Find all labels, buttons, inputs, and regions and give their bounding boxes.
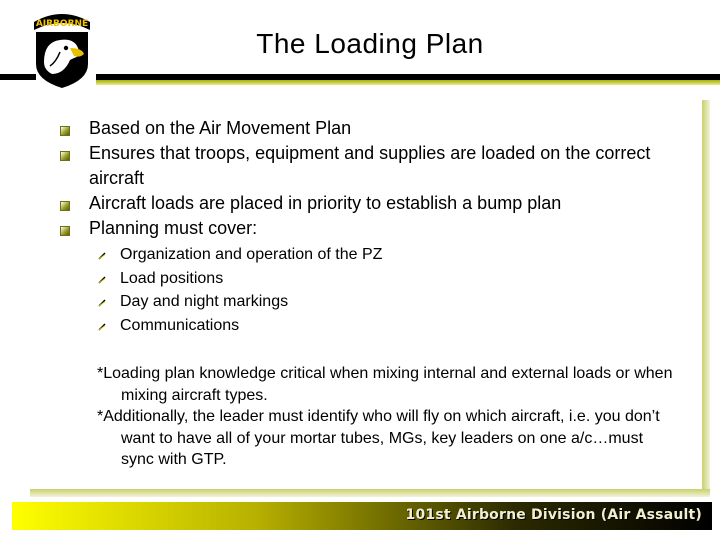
page-title: The Loading Plan [256, 28, 484, 59]
svg-text:AIRBORNE: AIRBORNE [35, 19, 89, 29]
square-bullet-icon [60, 151, 70, 161]
footer-text: 101st Airborne Division (Air Assault) [405, 507, 702, 523]
bullet-text: Ensures that troops, equipment and supplies are loaded on the correct aircraft [89, 143, 651, 188]
square-bullet-icon [60, 226, 70, 236]
note-text: *Additionally, the leader must identify who will fly on which aircraft, i.e. you don’t want to have all of your mortar tubes, MGs, key leaders on one a/c…must sync with GTP. [97, 408, 660, 468]
square-bullet-icon [60, 201, 70, 211]
subbullet-text: Load positions [120, 269, 224, 287]
notes [97, 363, 677, 471]
content-frame-shadow-bottom [30, 489, 710, 497]
subbullet-text: Communications [120, 316, 240, 334]
bullet-item [60, 216, 660, 241]
header-rule-shadow [96, 80, 720, 85]
content-frame-shadow-right [702, 100, 710, 492]
header-rule-left [0, 74, 36, 80]
subbullet-item [98, 314, 618, 338]
check-tick-icon [98, 252, 106, 260]
bullet-text: Based on the Air Movement Plan [89, 118, 352, 138]
subbullet-item [98, 243, 618, 267]
subbullet-text: Day and night markings [120, 293, 289, 310]
subbullet-item [98, 267, 618, 291]
check-tick-icon [98, 323, 106, 331]
bullet-item [60, 191, 660, 216]
footer-banner [12, 502, 712, 530]
bullet-list [60, 116, 660, 241]
bullet-text: Aircraft loads are placed in priority to establish a bump plan [89, 193, 562, 213]
bullet-text: Planning must cover: [89, 218, 258, 238]
check-tick-icon [98, 276, 106, 284]
note-text: *Loading plan knowledge critical when mixing internal and external loads or when mixing aircraft types. [97, 365, 673, 404]
subbullet-text: Organization and operation of the PZ [120, 246, 383, 263]
airborne-eagle-logo [30, 8, 94, 88]
subbullet-list [98, 243, 618, 337]
square-bullet-icon [60, 126, 70, 136]
subbullet-item [98, 290, 618, 314]
check-tick-icon [98, 299, 106, 307]
bullet-item [60, 141, 660, 191]
bullet-item [60, 116, 660, 141]
